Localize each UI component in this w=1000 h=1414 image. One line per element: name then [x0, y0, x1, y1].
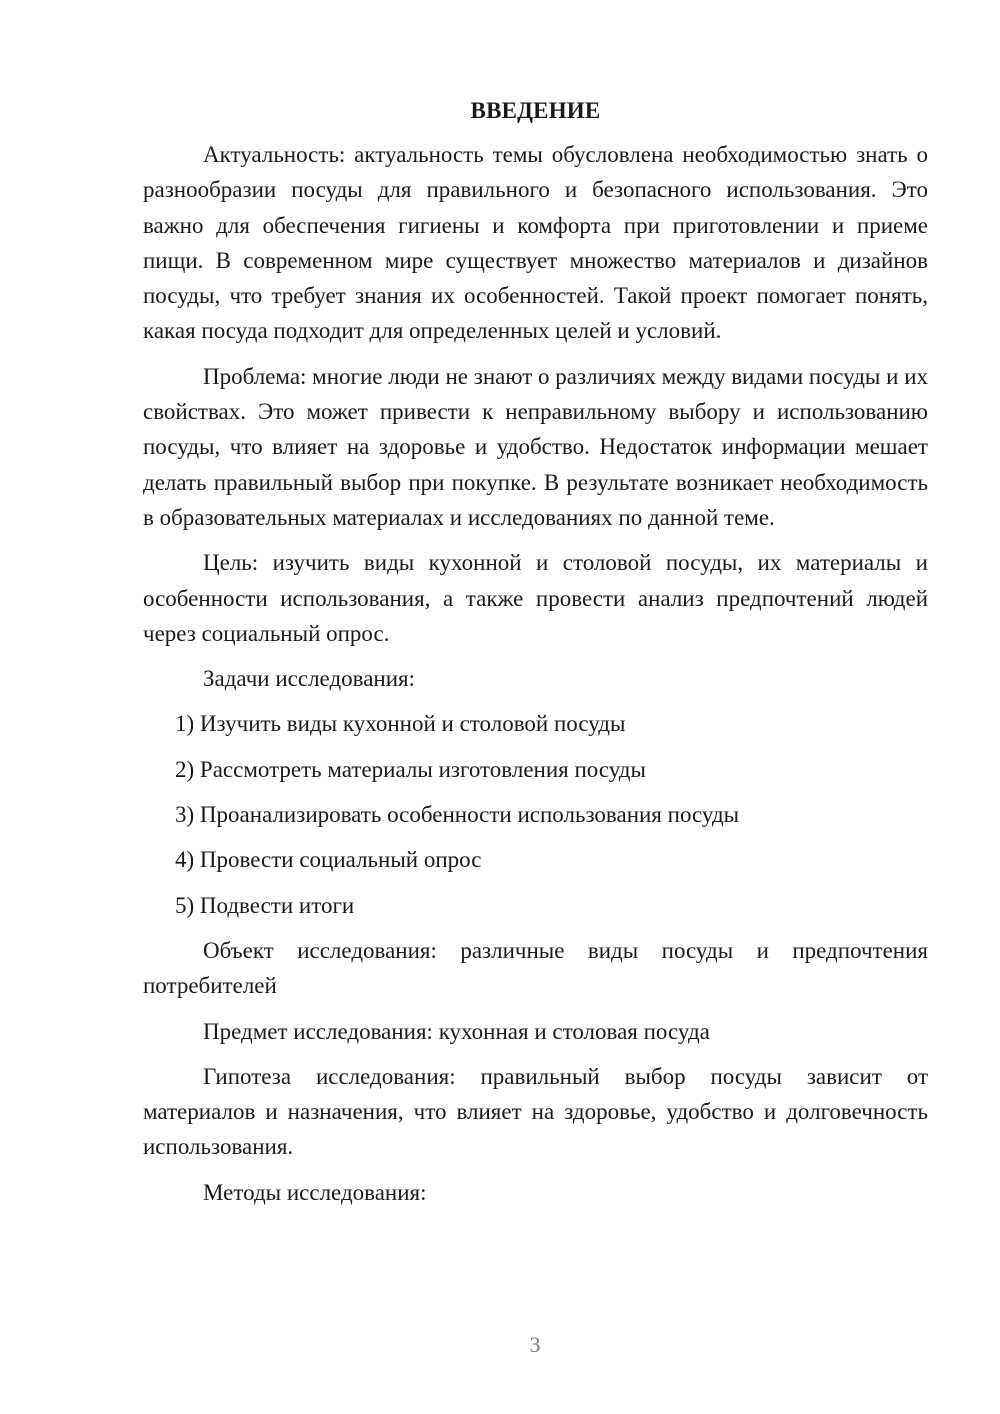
task-item: 2) Рассмотреть материалы изготовления посуды — [175, 756, 646, 782]
problem-paragraph: Проблема: многие люди не знают о различиях между видами посуды и их свойствах. Это может привести к неправильному выбору и использованию посуды, что влияет на здоровье и удобство. Недостаток информации мешает делать правильный выбор при покупке. В результате возникает необходимость в образовательных материалах и исследованиях по данной теме. — [143, 363, 928, 530]
task-item: 4) Провести социальный опрос — [175, 847, 482, 873]
page-title: ВВЕДЕНИЕ — [470, 98, 601, 123]
object-paragraph: Объект исследования: различные виды посуды и предпочтения потребителей — [143, 937, 928, 999]
task-item: 1) Изучить виды кухонной и столовой посуды — [175, 711, 626, 737]
goal-paragraph: Цель: изучить виды кухонной и столовой посуды, их материалы и особенности использования, а также провести анализ предпочтений людей через социальный опрос. — [143, 550, 928, 646]
page-number: 3 — [529, 1332, 541, 1357]
relevance-paragraph: Актуальность: актуальность темы обусловлена необходимостью знать о разнообразии посуды для правильного и безопасного использования. Это важно для обеспечения гигиены и комфорта при приготовлении и приеме пищи. В современном мире существует множество материалов и дизайнов посуды, что требует знания их особенностей. Такой проект помогает понять, какая посуда подходит для определенных целей и условий. — [143, 142, 928, 344]
page-content — [143, 95, 928, 1220]
tasks-heading: Задачи исследования: — [203, 666, 416, 692]
hypothesis-paragraph: Гипотеза исследования: правильный выбор посуды зависит от материалов и назначения, что влияет на здоровье, удобство и долговечность использования. — [143, 1063, 928, 1160]
task-item: 3) Проанализировать особенности использования посуды — [175, 802, 740, 828]
subject-paragraph: Предмет исследования: кухонная и столовая посуда — [203, 1018, 710, 1044]
methods-heading: Методы исследования: — [203, 1179, 427, 1205]
task-item: 5) Подвести итоги — [175, 892, 355, 918]
tasks-list — [143, 706, 928, 922]
